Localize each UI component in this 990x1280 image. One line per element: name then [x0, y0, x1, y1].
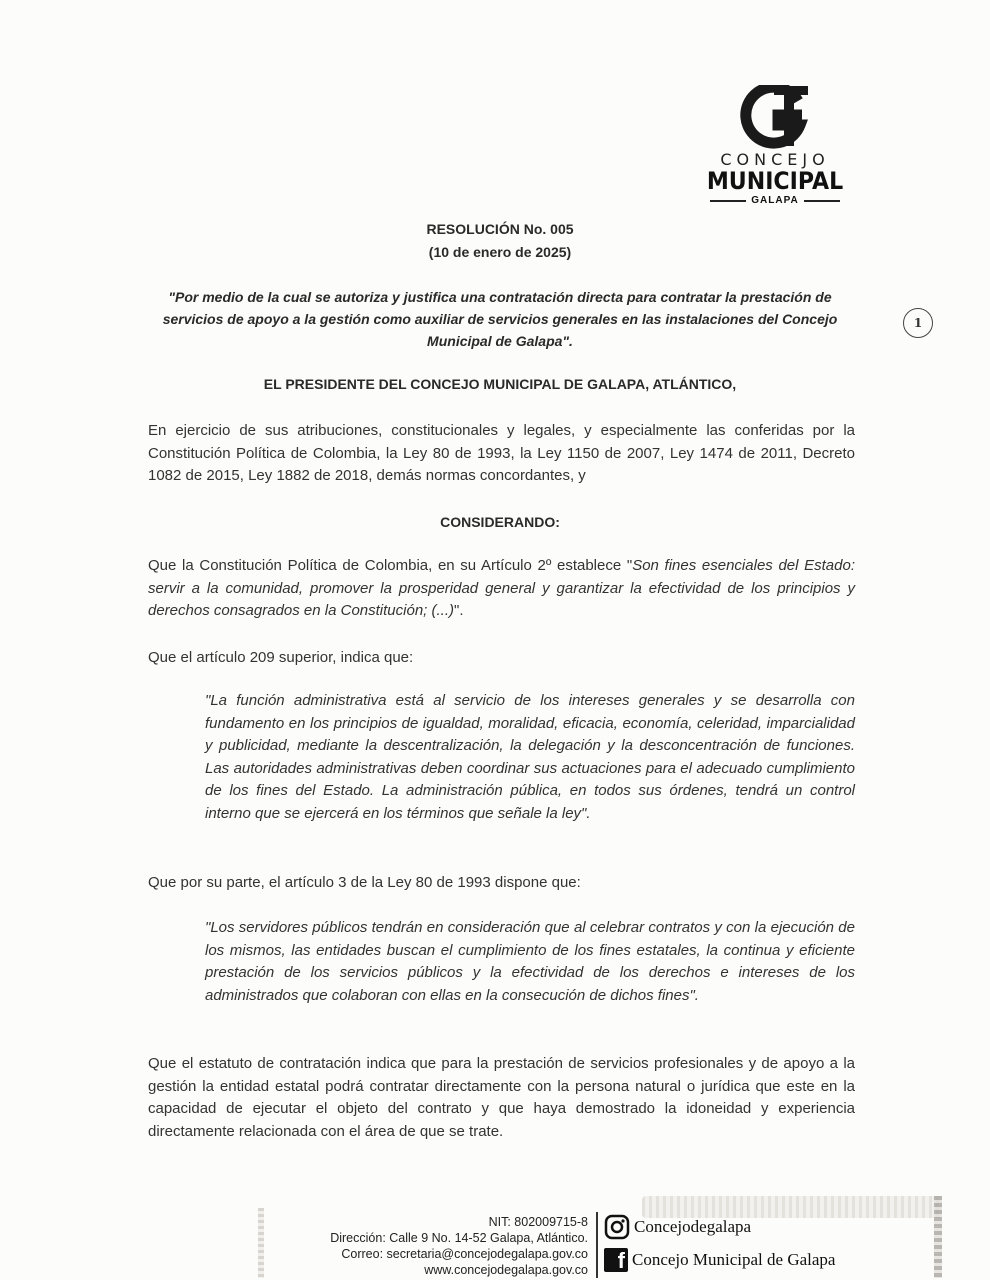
paragraph-article-2	[148, 555, 855, 623]
logo-text-galapa	[700, 195, 850, 206]
president-heading: EL PRESIDENTE DEL CONCEJO MUNICIPAL DE GALAPA, ATLÁNTICO,	[263, 376, 737, 392]
logo-rule-left	[710, 200, 746, 202]
facebook-icon: f	[604, 1248, 628, 1272]
social-instagram	[604, 1214, 835, 1240]
paragraph-ley-80: Que por su parte, el artículo 3 de la Ley 80 de 1993 dispone que:	[148, 874, 581, 891]
resolution-subject: "Por medio de la cual se autoriza y justifica una contratación directa para contratar la prestación de servicios de apoyo a la gestión como auxiliar de servicios generales en las instalaciones del Concejo Municipal de Galapa".	[162, 289, 838, 349]
footer-social	[604, 1214, 835, 1280]
footer-email: Correo: secretaria@concejodegalapa.gov.co	[341, 1247, 588, 1261]
footer-texture-right	[934, 1196, 942, 1278]
facebook-page: Concejo Municipal de Galapa	[632, 1250, 836, 1269]
quote-ley-80: "Los servidores públicos tendrán en consideración que al celebrar contratos y con la ejecución de los mismos, las entidades buscan el cumplimiento de los fines estatales, la continua y eficiente prestación de los servicios públicos y la efectividad de los derechos e intereses de los administrados que colaboran con ellas en la consecución de dichos fines".	[205, 919, 855, 1004]
paragraph-article-2-lead: Que la Constitución Política de Colombia, en su Artículo 2º establece "	[148, 557, 633, 574]
concejo-logo	[700, 85, 850, 206]
instagram-icon	[604, 1214, 630, 1240]
logo-text-concejo: CONCEJO	[720, 150, 830, 169]
logo-galapa-label: GALAPA	[751, 195, 799, 206]
paragraph-article-209: Que el artículo 209 superior, indica que:	[148, 649, 414, 666]
logo-text-municipal: MUNICIPAL	[706, 167, 844, 195]
social-facebook	[604, 1248, 835, 1272]
logo-rule-right	[804, 200, 840, 202]
footer-nit: NIT: 802009715-8	[488, 1215, 588, 1229]
page-number: 1	[903, 308, 933, 338]
paragraph-article-2-tail: ".	[454, 602, 464, 620]
considerando-heading: CONSIDERANDO:	[440, 514, 560, 530]
footer-divider	[596, 1212, 598, 1278]
resolution-number: RESOLUCIÓN No. 005	[426, 221, 574, 237]
instagram-handle: Concejodegalapa	[634, 1217, 752, 1236]
footer-contact	[262, 1214, 588, 1278]
intro-paragraph: En ejercicio de sus atribuciones, constitucionales y legales, y especialmente las conferidas por la Constitución Política de Colombia, la Ley 80 de 1993, la Ley 1150 de 2007, Ley 1474 de 2011, Decreto 1082 de 2015, Ley 1882 de 2018, demás normas concordantes, y	[148, 422, 855, 485]
footer	[262, 1196, 942, 1278]
paragraph-article-2-quote: Son fines esenciales del Estado: servir a la comunidad, promover la prosperidad general y garantizar la efectividad de los principios y derechos consagrados en la Constitución; (...)	[148, 557, 855, 620]
quote-article-209: "La función administrativa está al servicio de los intereses generales y se desarrolla con fundamento en los principios de igualdad, moralidad, eficacia, economía, celeridad, imparcialidad y publicidad, mediante la descentralización, la delegación y la desconcentración de funciones. Las autoridades administrativas deben coordinar sus actuaciones para el adecuado cumplimiento de los fines del Estado. La administración pública, en todos sus órdenes, tendrá un control interno que se ejercerá en los términos que señale la ley".	[205, 692, 855, 822]
paragraph-estatuto: Que el estatuto de contratación indica que para la prestación de servicios profesionales y de apoyo a la gestión la entidad estatal podrá contratar directamente con la persona natural o jurídica que este en la capacidad de ejecutar el objeto del contrato y que haya demostrado la idoneidad y experiencia directamente relacionada con el área de que se trate.	[148, 1055, 855, 1140]
footer-web: www.concejodegalapa.gov.co	[424, 1263, 588, 1277]
resolution-date: (10 de enero de 2025)	[428, 244, 572, 260]
footer-address: Dirección: Calle 9 No. 14-52 Galapa, Atlántico.	[330, 1231, 588, 1245]
g-monogram-icon	[738, 85, 812, 149]
